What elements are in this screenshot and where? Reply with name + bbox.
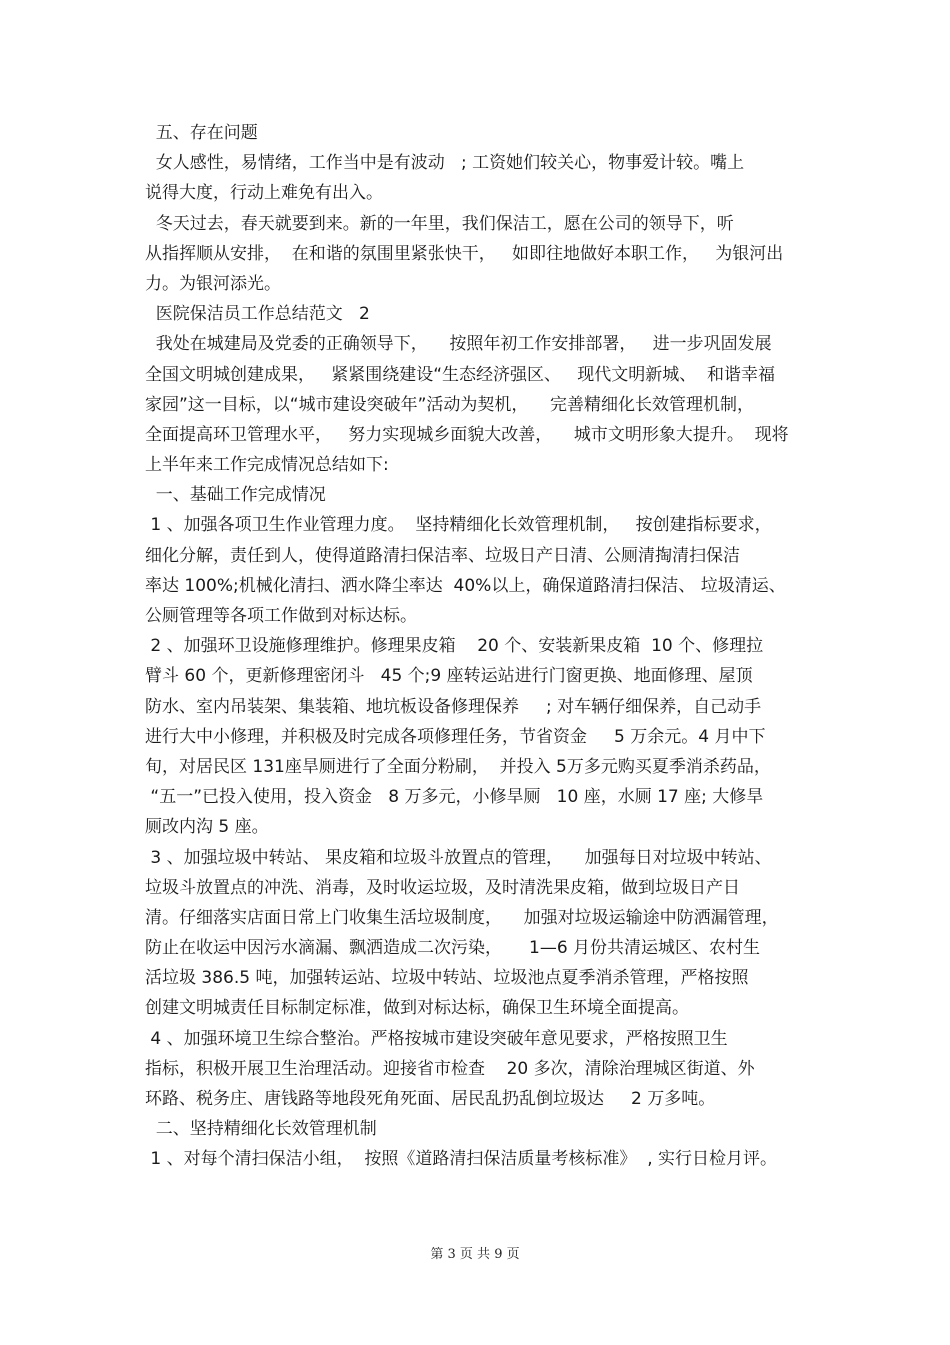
text-line: 全面提高环卫管理水平， 努力实现城乡面貌大改善， 城市文明形象大提升。 现将 <box>145 424 789 445</box>
section-title: 医院保洁员工作总结范文 2 <box>145 304 370 325</box>
text-line: 清。仔细落实店面日常上门收集生活垃圾制度， 加强对垃圾运输途中防洒漏管理， <box>145 907 779 928</box>
text-line: 说得大度，行动上难免有出入。 <box>145 183 383 204</box>
text-line: 细化分解，责任到人，使得道路清扫保洁率、垃圾日产日清、公厕清掏清扫保洁 <box>145 545 740 566</box>
text-line: 臂斗 60 个，更新修理密闭斗 45 个;9 座转运站进行门窗更换、地面修理、屋顶 <box>145 666 753 687</box>
text-line: 3 、加强垃圾中转站、 果皮箱和垃圾斗放置点的管理， 加强每日对垃圾中转站、 <box>145 847 772 868</box>
text-line: 2 、加强环卫设施修理维护。修理果皮箱 20 个、安装新果皮箱 10 个、修理拉 <box>145 636 764 657</box>
text-line: 活垃圾 386.5 吨，加强转运站、垃圾中转站、垃圾池点夏季消杀管理，严格按照 <box>145 968 749 989</box>
page-number-footer: 第 3 页 共 9 页 <box>430 1247 520 1262</box>
section-heading: 二、坚持精细化长效管理机制 <box>145 1119 377 1140</box>
text-line: 全国文明城创建成果， 紧紧围绕建设“生态经济强区、 现代文明新城、 和谐幸福 <box>145 364 776 385</box>
text-line: 上半年来工作完成情况总结如下: <box>145 455 389 476</box>
text-line: 从指挥顺从安排， 在和谐的氛围里紧张快干， 如即往地做好本职工作， 为银河出 <box>145 243 784 264</box>
text-line: 冬天过去，春天就要到来。新的一年里，我们保洁工，愿在公司的领导下，听 <box>145 213 734 234</box>
text-line: 五、存在问题 <box>145 123 258 143</box>
text-line: 垃圾斗放置点的冲洗、消毒，及时收运垃圾，及时清洗果皮箱，做到垃圾日产日 <box>145 877 740 898</box>
document-body <box>145 118 810 1175</box>
text-line: 指标，积极开展卫生治理活动。迎接省市检查 20 多次，清除治理城区街道、外 <box>145 1058 755 1079</box>
text-line: 创建文明城责任目标制定标准，做到对标达标，确保卫生环境全面提高。 <box>145 998 689 1019</box>
section-heading: 一、基础工作完成情况 <box>145 485 326 506</box>
text-line: 4 、加强环境卫生综合整治。严格按城市建设突破年意见要求，严格按照卫生 <box>145 1028 728 1049</box>
text-line: 旬，对居民区 131座旱厕进行了全面分粉刷， 并投入 5万多元购买夏季消杀药品， <box>145 756 771 777</box>
text-line: 女人感性，易情绪，工作当中是有波动 ; 工资她们较关心，物事爱计较。嘴上 <box>145 153 745 174</box>
text-line: “五一”已投入使用，投入资金 8 万多元，小修旱厕 10 座，水厕 17 座; 大修旱 <box>145 787 764 808</box>
text-line: 力。为银河添光。 <box>145 273 281 294</box>
text-line: 防水、室内吊装架、集装箱、地坑板设备修理保养 ; 对车辆仔细保养，自己动手 <box>145 696 762 717</box>
text-line: 厕改内沟 5 座。 <box>145 817 269 838</box>
text-line: 家园”这一目标，以“城市建设突破年”活动为契机， 完善精细化长效管理机制， <box>145 394 755 415</box>
text-line: 进行大中小修理，并积极及时完成各项修理任务，节省资金 5 万余元。4 月中下 <box>145 726 766 747</box>
text-line: 我处在城建局及党委的正确领导下， 按照年初工作安排部署， 进一步巩固发展 <box>145 334 772 355</box>
text-line: 率达 100%;机械化清扫、洒水降尘率达 40%以上，确保道路清扫保洁、 垃圾清运、 <box>145 575 786 596</box>
text-line: 1 、对每个清扫保洁小组， 按照《道路清扫保洁质量考核标准》 , 实行日检月评。 <box>145 1149 778 1170</box>
text-line: 1 、加强各项卫生作业管理力度。 坚持精细化长效管理机制， 按创建指标要求， <box>145 515 772 536</box>
text-line: 环路、税务庄、唐钱路等地段死角死面、居民乱扔乱倒垃圾达 2 万多吨。 <box>145 1089 716 1109</box>
text-line: 防止在收运中因污水滴漏、飘洒造成二次污染， 1—6 月份共清运城区、农村生 <box>145 938 761 959</box>
text-line: 公厕管理等各项工作做到对标达标。 <box>145 606 417 626</box>
